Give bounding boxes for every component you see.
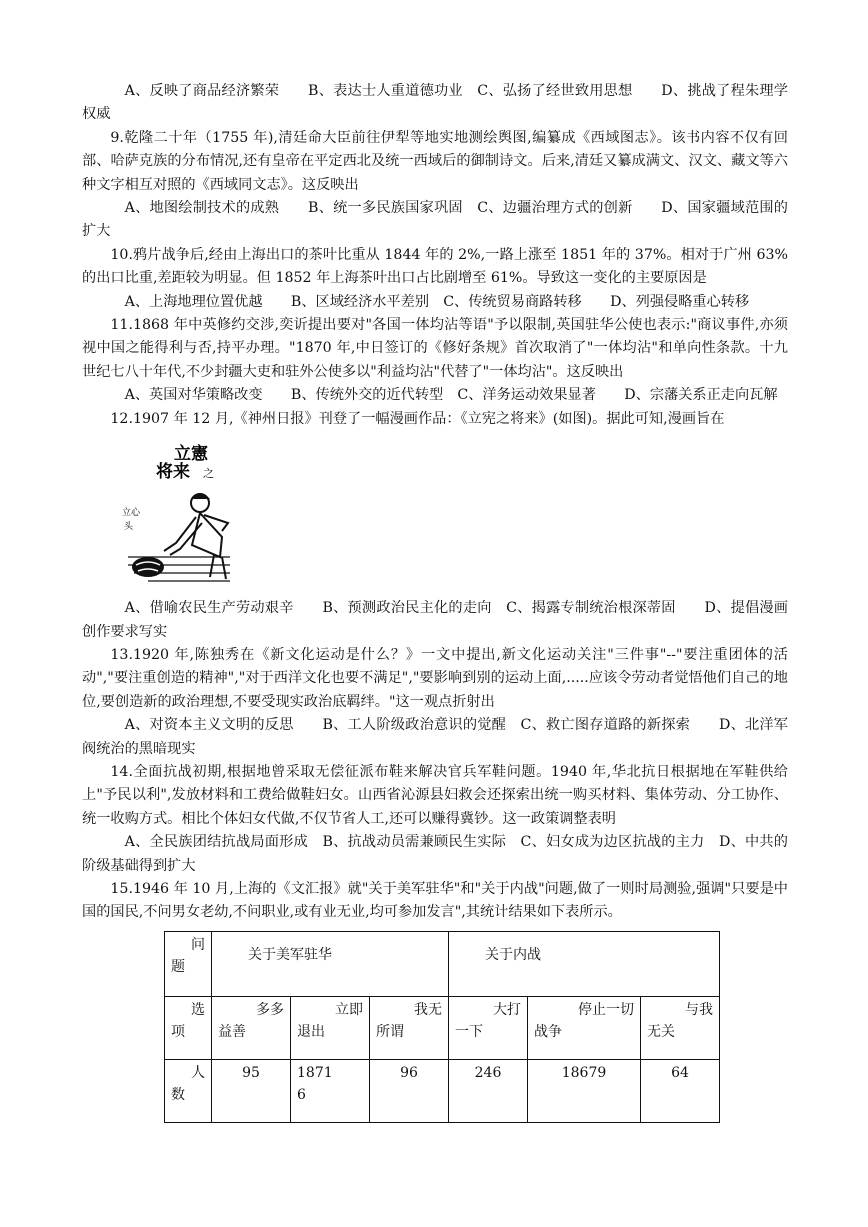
table-corner-count: 人 数 (165, 1059, 212, 1122)
table-row (165, 996, 720, 1059)
cartoon-drawing (118, 439, 230, 591)
q10-options: A、上海地理位置优越 B、区域经济水平差别 C、传统贸易商路转移 D、列强侵略重心转移 (124, 293, 750, 310)
q14-options: A、全民族团结抗战局面形成 B、抗战动员需兼顾民生实际 C、妇女成为边区抗战的主力 D、中共的阶级基础得到扩大 (82, 834, 788, 874)
q12-options: A、借喻农民生产劳动艰辛 B、预测政治民主化的走向 C、揭露专制统治根深蒂固 D、提倡漫画创作要求写实 (82, 600, 788, 640)
q10-stem: 10.鸦片战争后,经由上海出口的茶叶比重从 1844 年的 2%,一路上涨至 1851 年的 37%。相对于广州 63%的出口比重,差距较为明显。但 1852 年上海茶叶出口占比剧增至 61%。导致这一变化的主要原因是 (82, 246, 788, 287)
table-row (165, 931, 720, 996)
table-count: 246 (449, 1059, 528, 1122)
table-option: 立即 退出 (291, 996, 370, 1059)
cartoon-title-line2: 将来 (156, 462, 190, 483)
table-group-civil-war: 关于内战 (449, 931, 720, 996)
svg-text:头: 头 (124, 522, 134, 533)
table-option: 停止一切 战争 (528, 996, 641, 1059)
table-option: 大打 一下 (449, 996, 528, 1059)
table-option: 与我 无关 (641, 996, 720, 1059)
table-corner-option: 选 项 (165, 996, 212, 1059)
survey-table (164, 931, 720, 1123)
table-option: 多多 益善 (212, 996, 291, 1059)
table-count: 64 (641, 1059, 720, 1122)
cartoon-title-line1: 立憲 (174, 444, 208, 465)
q13-options: A、对资本主义文明的反思 B、工人阶级政治意识的觉醒 C、救亡图存道路的新探索 D、北洋军阀统治的黑暗现实 (82, 717, 788, 757)
table-corner-question: 问 题 (165, 931, 212, 996)
cartoon-image (118, 439, 230, 591)
table-count: 96 (370, 1059, 449, 1122)
q15-stem: 15.1946 年 10 月,上海的《文汇报》就"关于美军驻华"和"关于内战"问题,做了一则时局测验,强调"只要是中国的国民,不问男女老幼,不问职业,或有业无业,均可参加发言",其统计结果如下表所示。 (82, 880, 788, 921)
q9-stem: 9.乾隆二十年（1755 年),清廷命大臣前往伊犁等地实地测绘舆图,编纂成《西域图志》。该书内容不仅有回部、哈萨克族的分布情况,还有皇帝在平定西北及统一西域后的御制诗文。后来,清廷又纂成满文、汉文、藏文等六种文字相互对照的《西域同文志》。这反映出 (82, 129, 788, 193)
svg-text:之: 之 (203, 467, 214, 481)
q8-options: A、反映了商品经济繁荣 B、表达士人重道德功业 C、弘扬了经世致用思想 D、挑战了程朱理学权威 (82, 83, 788, 123)
table-count: 18679 (528, 1059, 641, 1122)
table-option: 我无 所谓 (370, 996, 449, 1059)
q12-stem: 12.1907 年 12 月,《神州日报》刊登了一幅漫画作品：《立宪之将来》(如图)。据此可知,漫画旨在 (110, 410, 725, 427)
table-row (165, 1059, 720, 1122)
cartoon-signature: 立心 (122, 508, 141, 519)
q11-stem: 11.1868 年中英修约交涉,奕䜣提出要对"各国一体均沾等语"予以限制,英国驻华公使也表示:"商议事件,亦须视中国之能得利与否,持平办理。"1870 年,中日签订的《修好条规》首次取消了"一体均沾"和单向性条款。十九世纪七八十年代,不少封疆大吏和驻外公使多以"利益均沾"代替了"一体均沾"。这反映出 (82, 317, 788, 380)
exam-page (82, 80, 788, 1123)
table-group-us-troops: 关于美军驻华 (212, 931, 449, 996)
table-count: 95 (212, 1059, 291, 1122)
q9-options: A、地图绘制技术的成熟 B、统一多民族国家巩固 C、边疆治理方式的创新 D、国家疆域范围的扩大 (82, 200, 788, 240)
q13-stem: 13.1920 年,陈独秀在《新文化运动是什么？》一文中提出,新文化运动关注"三件事"--"要注重团体的活动","要注重创造的精神","对于西洋文化也要不满足","要影响到别的运动上面,.....应该令劳动者觉悟他们自己的地位,要创造新的政治理想,不要受现实政治底羁绊。"这一观点折射出 (82, 646, 788, 710)
table-count: 1871 6 (291, 1059, 370, 1122)
q11-options: A、英国对华策略改变 B、传统外交的近代转型 C、洋务运动效果显著 D、宗藩关系正走向瓦解 (124, 387, 778, 404)
q14-stem: 14.全面抗战初期,根据地曾采取无偿征派布鞋来解决官兵军鞋问题。1940 年,华北抗日根据地在军鞋供给上"予民以利",发放材料和工费给做鞋妇女。山西省沁源县妇救会还探索出统一购买材料、集体劳动、分工协作、统一收购方式。相比个体妇女代做,不仅节省人工,还可以赚得冀钞。这一政策调整表明 (82, 763, 788, 827)
